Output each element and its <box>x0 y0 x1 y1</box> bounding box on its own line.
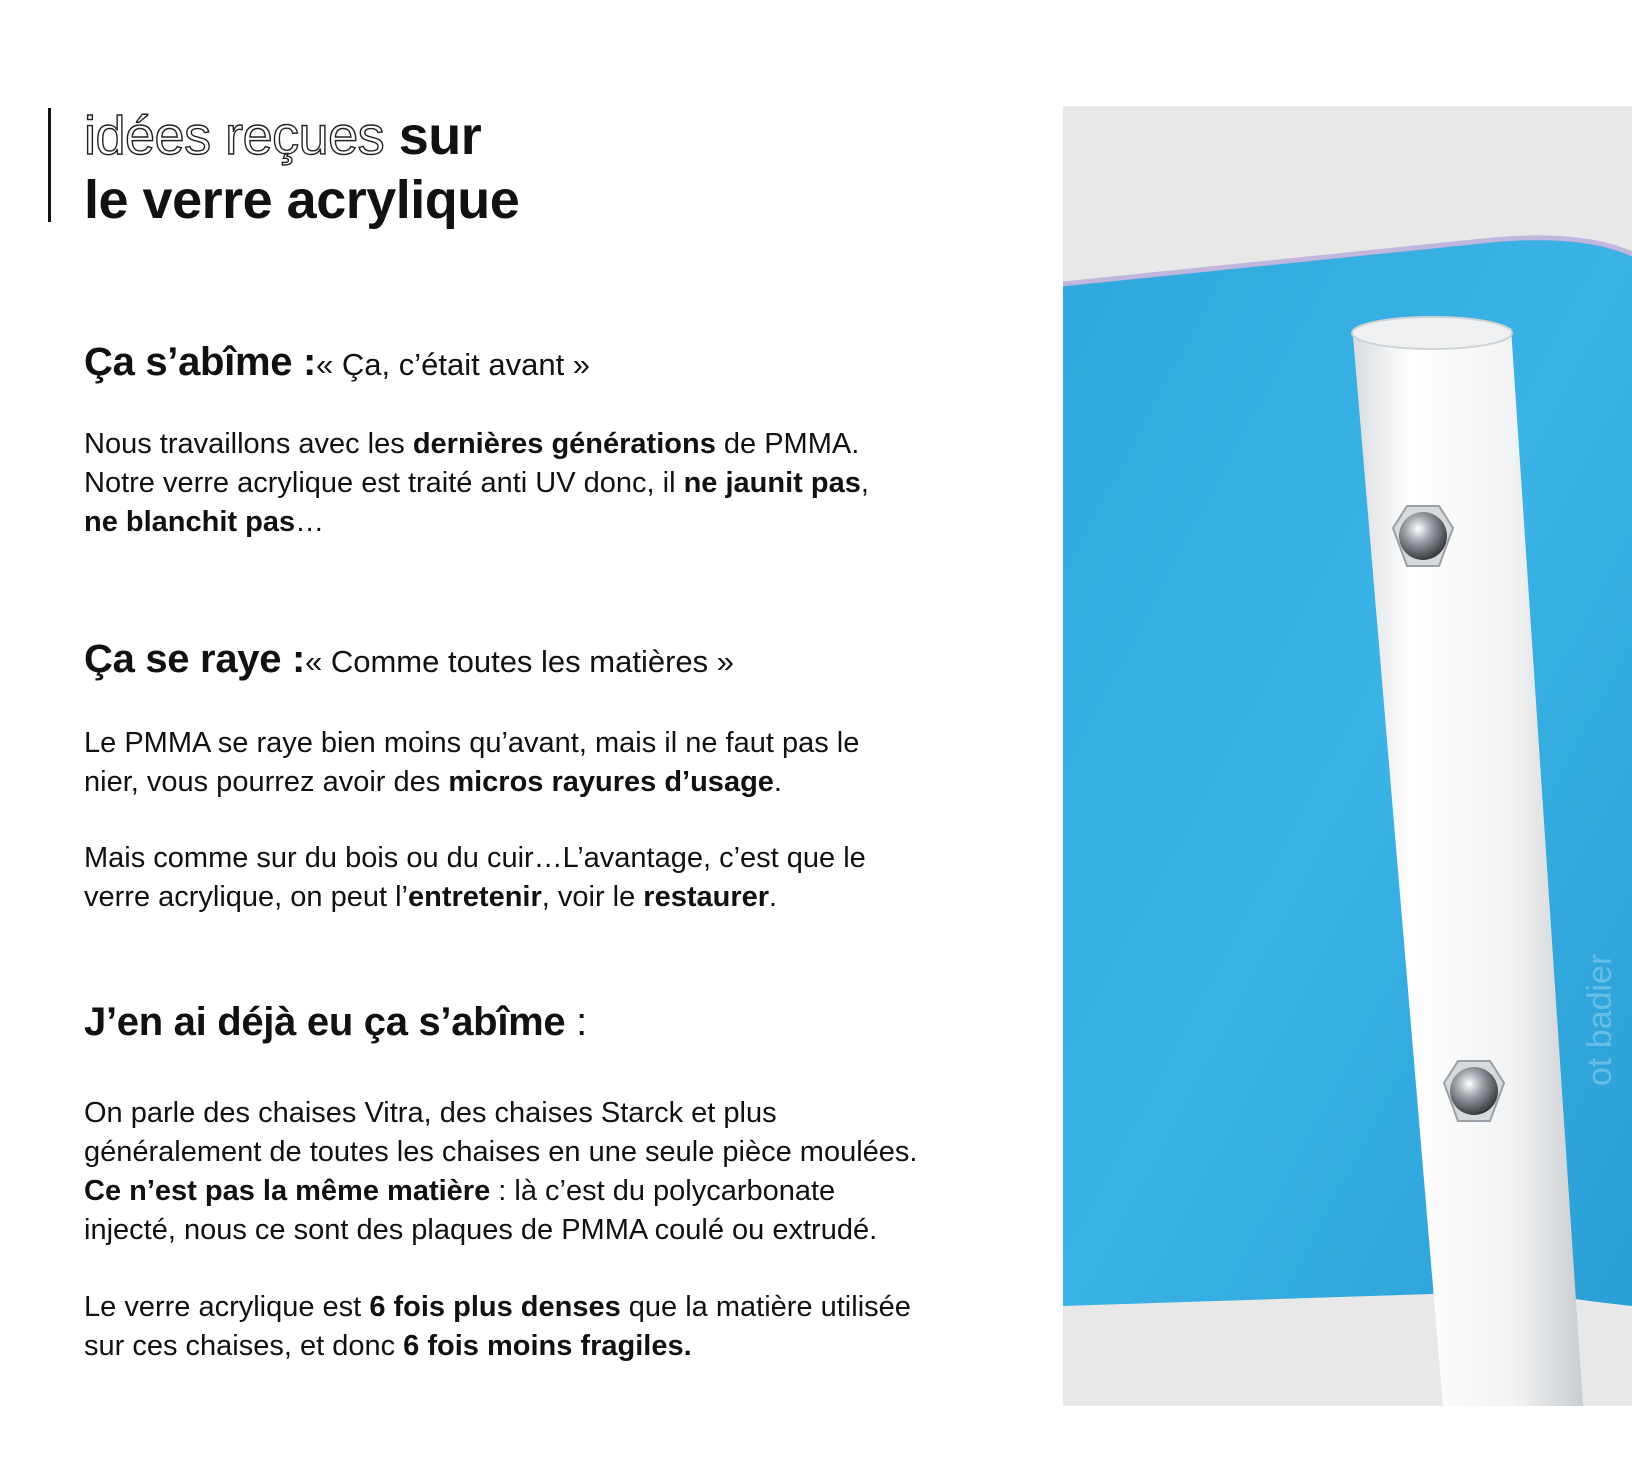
page-title <box>84 104 519 232</box>
bold-text: restaurer <box>643 881 770 913</box>
text-run: Nous travaillons avec les <box>84 428 413 460</box>
paragraph-densite <box>84 1288 1004 1366</box>
title-line-2: le verre acrylique <box>84 170 520 230</box>
section-heading-deja <box>84 1000 587 1045</box>
section-heading-abime <box>84 340 590 385</box>
text-run: verre acrylique, on peut l’ <box>84 881 408 913</box>
engraved-brand: ot badier <box>1581 953 1619 1086</box>
text-run: . <box>773 766 782 798</box>
section-heading-label: Ça se raye : <box>84 637 305 681</box>
text-run: . <box>769 881 778 913</box>
text-run: injecté, nous ce sont des plaques de PMMA coulé ou extrudé. <box>84 1214 878 1246</box>
section-heading-label: Ça s’abîme : <box>84 340 317 384</box>
text-run: généralement de toutes les chaises en une seule pièce moulées. <box>84 1136 918 1168</box>
text-run: de PMMA. <box>715 428 860 460</box>
chair-photo <box>1063 106 1632 1406</box>
text-run: : là c’est du polycarbonate <box>490 1175 836 1207</box>
text-run: que la matière utilisée <box>620 1291 911 1323</box>
bold-text: micros rayures d’usage <box>448 766 774 798</box>
paragraph-micro-rayures <box>84 724 1004 802</box>
bold-text: 6 fois plus denses <box>369 1291 621 1323</box>
section-heading-label: J’en ai déjà eu ça s’abîme <box>84 1000 566 1044</box>
paragraph-polycarbonate <box>84 1094 1004 1250</box>
text-run: Le PMMA se raye bien moins qu’avant, mais il ne faut pas le <box>84 727 860 759</box>
title-accent-bar <box>48 108 51 222</box>
tube-cap <box>1352 317 1512 349</box>
section-colon: : <box>565 1000 587 1044</box>
bold-text: Ce n’est pas la même matière <box>84 1175 491 1207</box>
text-run: Mais comme sur du bois ou du cuir…L’avantage, c’est que le <box>84 842 866 874</box>
bold-text: ne blanchit pas <box>84 506 296 538</box>
text-run: , <box>860 467 869 499</box>
text-run: , voir le <box>541 881 644 913</box>
bold-text: 6 fois moins fragiles. <box>403 1330 692 1362</box>
title-outline-text: idées reçues <box>84 106 385 166</box>
bold-text: dernières générations <box>412 428 716 460</box>
text-run: On parle des chaises Vitra, des chaises Starck et plus <box>84 1097 777 1129</box>
text-run: Le verre acrylique est <box>84 1291 370 1323</box>
section-quote: « Comme toutes les matières » <box>305 644 735 679</box>
text-run: Notre verre acrylique est traité anti UV donc, il <box>84 467 684 499</box>
title-strong-text: sur <box>398 106 482 166</box>
paragraph-entretenir <box>84 839 1004 917</box>
section-heading-raye <box>84 637 734 682</box>
section-quote: « Ça, c’était avant » <box>316 347 591 382</box>
text-run: nier, vous pourrez avoir des <box>84 766 449 798</box>
text-run: sur ces chaises, et donc <box>84 1330 404 1362</box>
text-run: … <box>295 506 325 538</box>
paragraph-generations <box>84 425 1004 542</box>
bold-text: entretenir <box>408 881 542 913</box>
bold-text: ne jaunit pas <box>683 467 861 499</box>
